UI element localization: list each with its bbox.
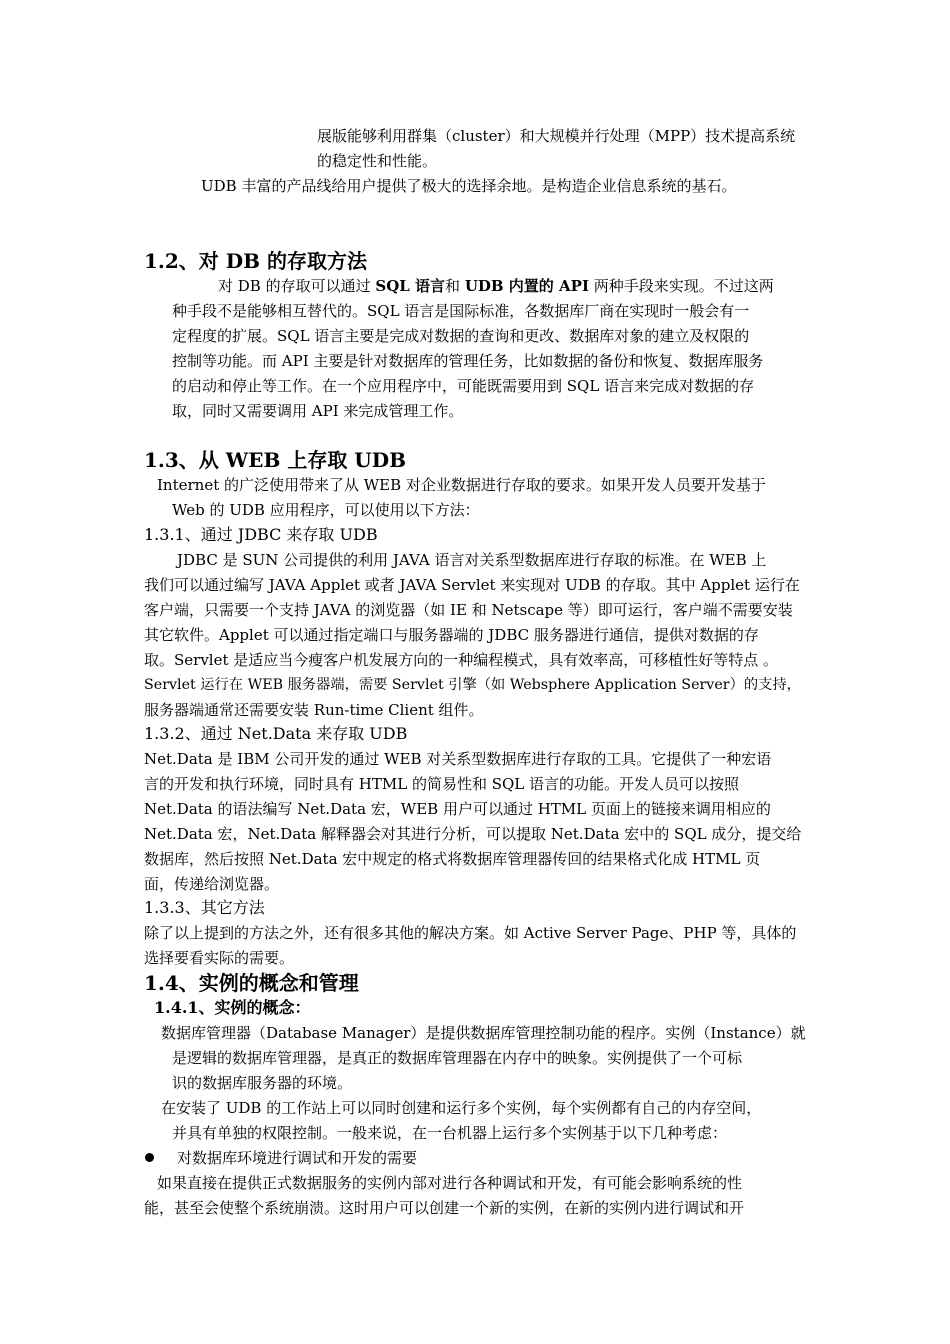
heading-1-3: 1.3、从 WEB 上存取 UDB [144, 448, 406, 472]
heading-1-3-1: 1.3.1、通过 JDBC 来存取 UDB [144, 525, 378, 544]
s132-line-5: 数据库，然后按照 Net.Data 宏中规定的格式将数据库管理器传回的结果格式化成 HTML 页 [144, 850, 761, 868]
heading-1-4: 1.4、实例的概念和管理 [144, 971, 359, 995]
s132-line-4: Net.Data 宏，Net.Data 解释器会对其进行分析，可以提取 Net.Data 宏中的 SQL 成分，提交给 [144, 825, 802, 843]
heading-1-3-3: 1.3.3、其它方法 [144, 898, 265, 917]
s141-line-7: 能，甚至会使整个系统崩溃。这时用户可以创建一个新的实例，在新的实例内进行调试和开 [144, 1199, 745, 1217]
s141-line-4: 在安装了 UDB 的工作站上可以同时创建和运行多个实例，每个实例都有自己的内存空间， [161, 1099, 762, 1117]
s141-line-5: 并具有单独的权限控制。一般来说，在一台机器上运行多个实例基于以下几种考虑： [172, 1124, 728, 1142]
bullet-item-1: 对数据库环境进行调试和开发的需要 [177, 1149, 418, 1167]
s13-line-2: Web 的 UDB 应用程序，可以使用以下方法： [172, 501, 480, 519]
s131-line-1: JDBC 是 SUN 公司提供的利用 JAVA 语言对关系型数据库进行存取的标准。在 WEB 上 [177, 551, 767, 569]
s141-line-2: 是逻辑的数据库管理器，是真正的数据库管理器在内存中的映象。实例提供了一个可标 [172, 1049, 743, 1067]
s133-line-1: 除了以上提到的方法之外，还有很多其他的解决方案。如 Active Server Page、PHP 等，具体的 [144, 924, 797, 942]
s12-line-1: 对 DB 的存取可以通过 SQL 语言和 UDB 内置的 API 两种手段来实现。不过这两 [218, 277, 774, 295]
s13-line-1: Internet 的广泛使用带来了从 WEB 对企业数据进行存取的要求。如果开发人员要开发基于 [157, 476, 766, 494]
s141-line-6: 如果直接在提供正式数据服务的实例内部对进行各种调试和开发，有可能会影响系统的性 [157, 1174, 743, 1192]
s131-line-5: 取。Servlet 是适应当今瘦客户机发展方向的一种编程模式，具有效率高，可移植性好等特点 。 [144, 651, 779, 669]
s132-line-3: Net.Data 的语法编写 Net.Data 宏，WEB 用户可以通过 HTML 页面上的链接来调用相应的 [144, 800, 771, 818]
heading-1-4-1: 1.4.1、实例的概念： [154, 998, 311, 1017]
s132-line-2: 言的开发和执行环境，同时具有 HTML 的简易性和 SQL 语言的功能。开发人员可以按照 [144, 775, 740, 793]
s12-line-5: 的启动和停止等工作。在一个应用程序中，可能既需要用到 SQL 语言来完成对数据的存 [172, 377, 755, 395]
s131-line-7: 服务器端通常还需要安装 Run-time Client 组件。 [144, 701, 484, 719]
s132-line-6: 面，传递给浏览器。 [144, 875, 280, 893]
s12-line-6: 取，同时又需要调用 API 来完成管理工作。 [172, 402, 464, 420]
intro-line-1: 展版能够利用群集（cluster）和大规模并行处理（MPP）技术提高系统 [317, 127, 796, 145]
s132-line-1: Net.Data 是 IBM 公司开发的通过 WEB 对关系型数据库进行存取的工具。它提供了一种宏语 [144, 750, 772, 768]
bullet-dot-icon [145, 1153, 154, 1162]
s12-line-3: 定程度的扩展。SQL 语言主要是完成对数据的查询和更改、数据库对象的建立及权限的 [172, 327, 750, 345]
s131-line-3: 客户端，只需要一个支持 JAVA 的浏览器（如 IE 和 Netscape 等）即可运行，客户端不需要安装 [144, 601, 793, 619]
heading-1-3-2: 1.3.2、通过 Net.Data 来存取 UDB [144, 724, 408, 743]
s131-line-4: 其它软件。Applet 可以通过指定端口与服务器端的 JDBC 服务器进行通信，提供对数据的存 [144, 626, 759, 644]
s133-line-2: 选择要看实际的需要。 [144, 949, 295, 967]
s131-line-6: Servlet 运行在 WEB 服务器端，需要 Servlet 引擎（如 Websphere Application Server）的支持， [144, 677, 801, 693]
s12-line-4: 控制等功能。而 API 主要是针对数据库的管理任务，比如数据的备份和恢复、数据库服务 [172, 352, 764, 370]
s141-line-1: 数据库管理器（Database Manager）是提供数据库管理控制功能的程序。实例（Instance）就 [161, 1024, 806, 1042]
heading-1-2: 1.2、对 DB 的存取方法 [144, 249, 367, 273]
s12-line-2: 种手段不是能够相互替代的。SQL 语言是国际标准，各数据库厂商在实现时一般会有一 [172, 302, 750, 320]
s131-line-2: 我们可以通过编写 JAVA Applet 或者 JAVA Servlet 来实现对 UDB 的存取。其中 Applet 运行在 [144, 576, 800, 594]
intro-line-3: UDB 丰富的产品线给用户提供了极大的选择余地。是构造企业信息系统的基石。 [201, 177, 737, 195]
intro-line-2: 的稳定性和性能。 [317, 152, 438, 170]
s141-line-3: 识的数据库服务器的环境。 [172, 1074, 353, 1092]
